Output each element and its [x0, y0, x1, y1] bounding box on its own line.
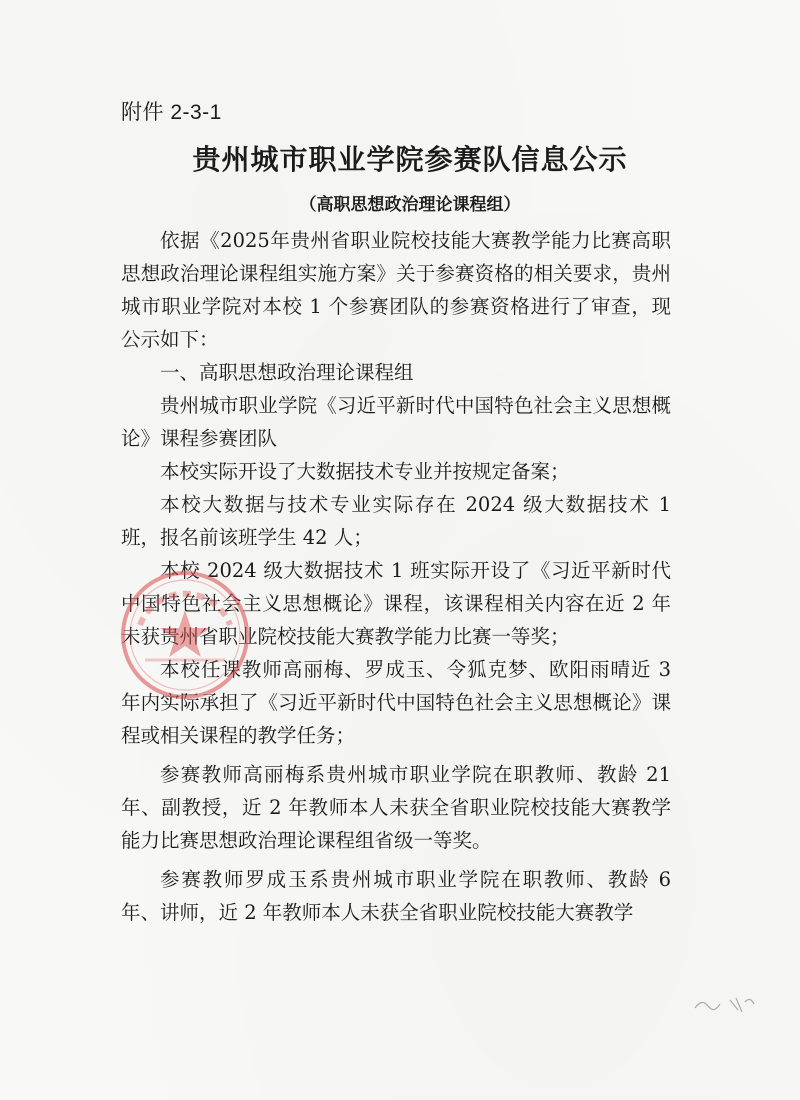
paragraph-teacher-luo: 参赛教师罗成玉系贵州城市职业学院在职教师、教龄 6 年、讲师，近 2 年教师本人未获全省职业院校技能大赛教学: [121, 868, 671, 924]
document-body: [121, 224, 671, 929]
paragraph-intro: 依据《2025年贵州省职业院校技能大赛教学能力比赛高职思想政治理论课程组实施方案》关于参赛资格的相关要求，贵州城市职业学院对本校 1 个参赛团队的参赛资格进行了审查，现公示如下：: [121, 229, 671, 351]
paragraph-teachers: 本校任课教师高丽梅、罗成玉、令狐克梦、欧阳雨晴近 3 年内实际承担了《习近平新时代中国特色社会主义思想概论》课程或相关课程的教学任务；: [121, 658, 671, 747]
document-title: 贵州城市职业学院参赛队信息公示: [192, 143, 628, 176]
margin-mark: [690, 990, 760, 1020]
paragraph-major: 本校实际开设了大数据技术专业并按规定备案；: [160, 460, 570, 483]
paragraph-team: 贵州城市职业学院《习近平新时代中国特色社会主义思想概论》课程参赛团队: [121, 394, 671, 450]
section-heading: 一、高职思想政治理论课程组: [160, 361, 414, 384]
document-subtitle: （高职思想政治理论课程组）: [299, 195, 521, 215]
paragraph-class: 本校大数据与技术专业实际存在 2024 级大数据技术 1 班，报名前该班学生 42 人；: [121, 493, 671, 549]
paragraph-course: 本校 2024 级大数据技术 1 班实际开设了《习近平新时代中国特色社会主义思想概论》课程，该课程相关内容在近 2 年未获贵州省职业院校技能大赛教学能力比赛一等奖；: [121, 559, 671, 648]
attachment-label: 附件 2-3-1: [121, 101, 222, 124]
paragraph-teacher-gao: 参赛教师高丽梅系贵州城市职业学院在职教师、教龄 21 年、副教授，近 2 年教师本人未获全省职业院校技能大赛教学能力比赛思想政治理论课程组省级一等奖。: [121, 763, 671, 852]
